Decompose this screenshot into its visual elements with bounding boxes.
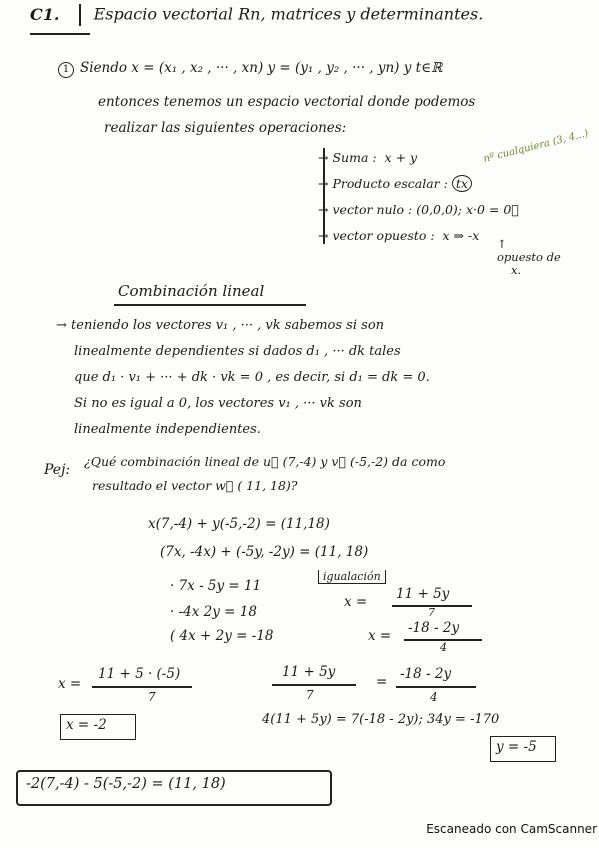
- system-eq-1: · 7x - 5y = 11: [170, 578, 262, 594]
- example-question-2: resultado el vector w⃗ ( 11, 18)?: [92, 478, 298, 493]
- frac-left-num: 11 + 5y: [282, 664, 336, 680]
- title-number: C1.: [30, 4, 60, 24]
- title-underline: [30, 33, 90, 35]
- igualacion-label: igualación: [318, 570, 386, 584]
- section-underline: [114, 304, 306, 306]
- frac-right-num: -18 - 2y: [400, 666, 452, 682]
- scalar-note: nº cualquiera (3, 4...): [482, 128, 590, 165]
- x-calc-lhs: x =: [58, 676, 82, 692]
- y-result: y = -5: [496, 739, 537, 755]
- page-title: [30, 4, 483, 26]
- x-calc-den: 7: [148, 690, 156, 704]
- section-line-5: linealmente independientes.: [74, 422, 261, 437]
- example-label: Pej:: [44, 462, 71, 478]
- title-text: Espacio vectorial Rn, matrices y determinantes.: [93, 4, 484, 24]
- intro-line-3: realizar las siguientes operaciones:: [104, 120, 347, 136]
- cross-multiplication: 4(11 + 5y) = 7(-18 - 2y); 34y = -170: [262, 712, 500, 727]
- frac-right-bar: [396, 686, 476, 688]
- x-solution-2-num: -18 - 2y: [408, 620, 460, 636]
- section-line-1: → teniendo los vectores v₁ , ··· , vk sabemos si son: [56, 318, 385, 333]
- frac-equals: =: [376, 674, 388, 690]
- x-result: x = -2: [66, 717, 107, 733]
- final-result: -2(7,-4) - 5(-5,-2) = (11, 18): [26, 776, 226, 792]
- operation-sum: → Suma : x + y: [318, 150, 418, 165]
- x-calc-bar: [92, 686, 192, 688]
- scanner-watermark: Escaneado con CamScanner: [426, 822, 597, 836]
- section-line-4: Si no es igual a 0, los vectores v₁ , ··· vk son: [74, 396, 362, 411]
- equation-1: x(7,-4) + y(-5,-2) = (11,18): [148, 516, 330, 532]
- intro-line-1-text: Siendo x = (x₁ , x₂ , ··· , xn) y = (y₁ , y₂ , ··· , yn) y t∈ℝ: [80, 60, 443, 76]
- system-eq-3: ( 4x + 2y = -18: [170, 628, 274, 644]
- equation-2: (7x, -4x) + (-5y, -2y) = (11, 18): [160, 544, 369, 560]
- title-divider: [79, 4, 81, 26]
- operation-scalar-product: → Producto escalar : tx: [318, 176, 472, 191]
- section-title: Combinación lineal: [118, 282, 265, 300]
- x-solution-2-den: 4: [440, 641, 447, 654]
- intro-line-2: entonces tenemos un espacio vectorial donde podemos: [98, 94, 476, 110]
- operation-opposite-vector: → vector opuesto : x ⇒ -x: [318, 228, 480, 243]
- example-question-1: ¿Qué combinación lineal de u⃗ (7,-4) y v⃗ (-5,-2) da como: [84, 454, 446, 469]
- frac-left-den: 7: [306, 688, 314, 702]
- frac-left-bar: [272, 684, 356, 686]
- section-line-2: linealmente dependientes si dados d₁ , ··· dk tales: [74, 344, 401, 359]
- intro-line-1: [58, 60, 442, 78]
- x-calc-num: 11 + 5 · (-5): [98, 666, 181, 682]
- opposite-note: ↑ opuesto de x.: [497, 237, 561, 277]
- item-marker: 1: [58, 62, 74, 78]
- x-solution-1-lhs: x =: [344, 594, 368, 610]
- x-solution-2-lhs: x =: [368, 628, 392, 644]
- section-line-3: que d₁ · v₁ + ··· + dk · vk = 0 , es decir, si d₁ = dk = 0.: [74, 370, 430, 385]
- frac-right-den: 4: [430, 690, 438, 704]
- x-solution-1-den: 7: [428, 606, 435, 619]
- operation-null-vector: → vector nulo : (0,0,0); x·0 = 0⃗: [318, 202, 519, 217]
- system-eq-2: · -4x 2y = 18: [170, 604, 257, 620]
- x-solution-1-num: 11 + 5y: [396, 586, 450, 602]
